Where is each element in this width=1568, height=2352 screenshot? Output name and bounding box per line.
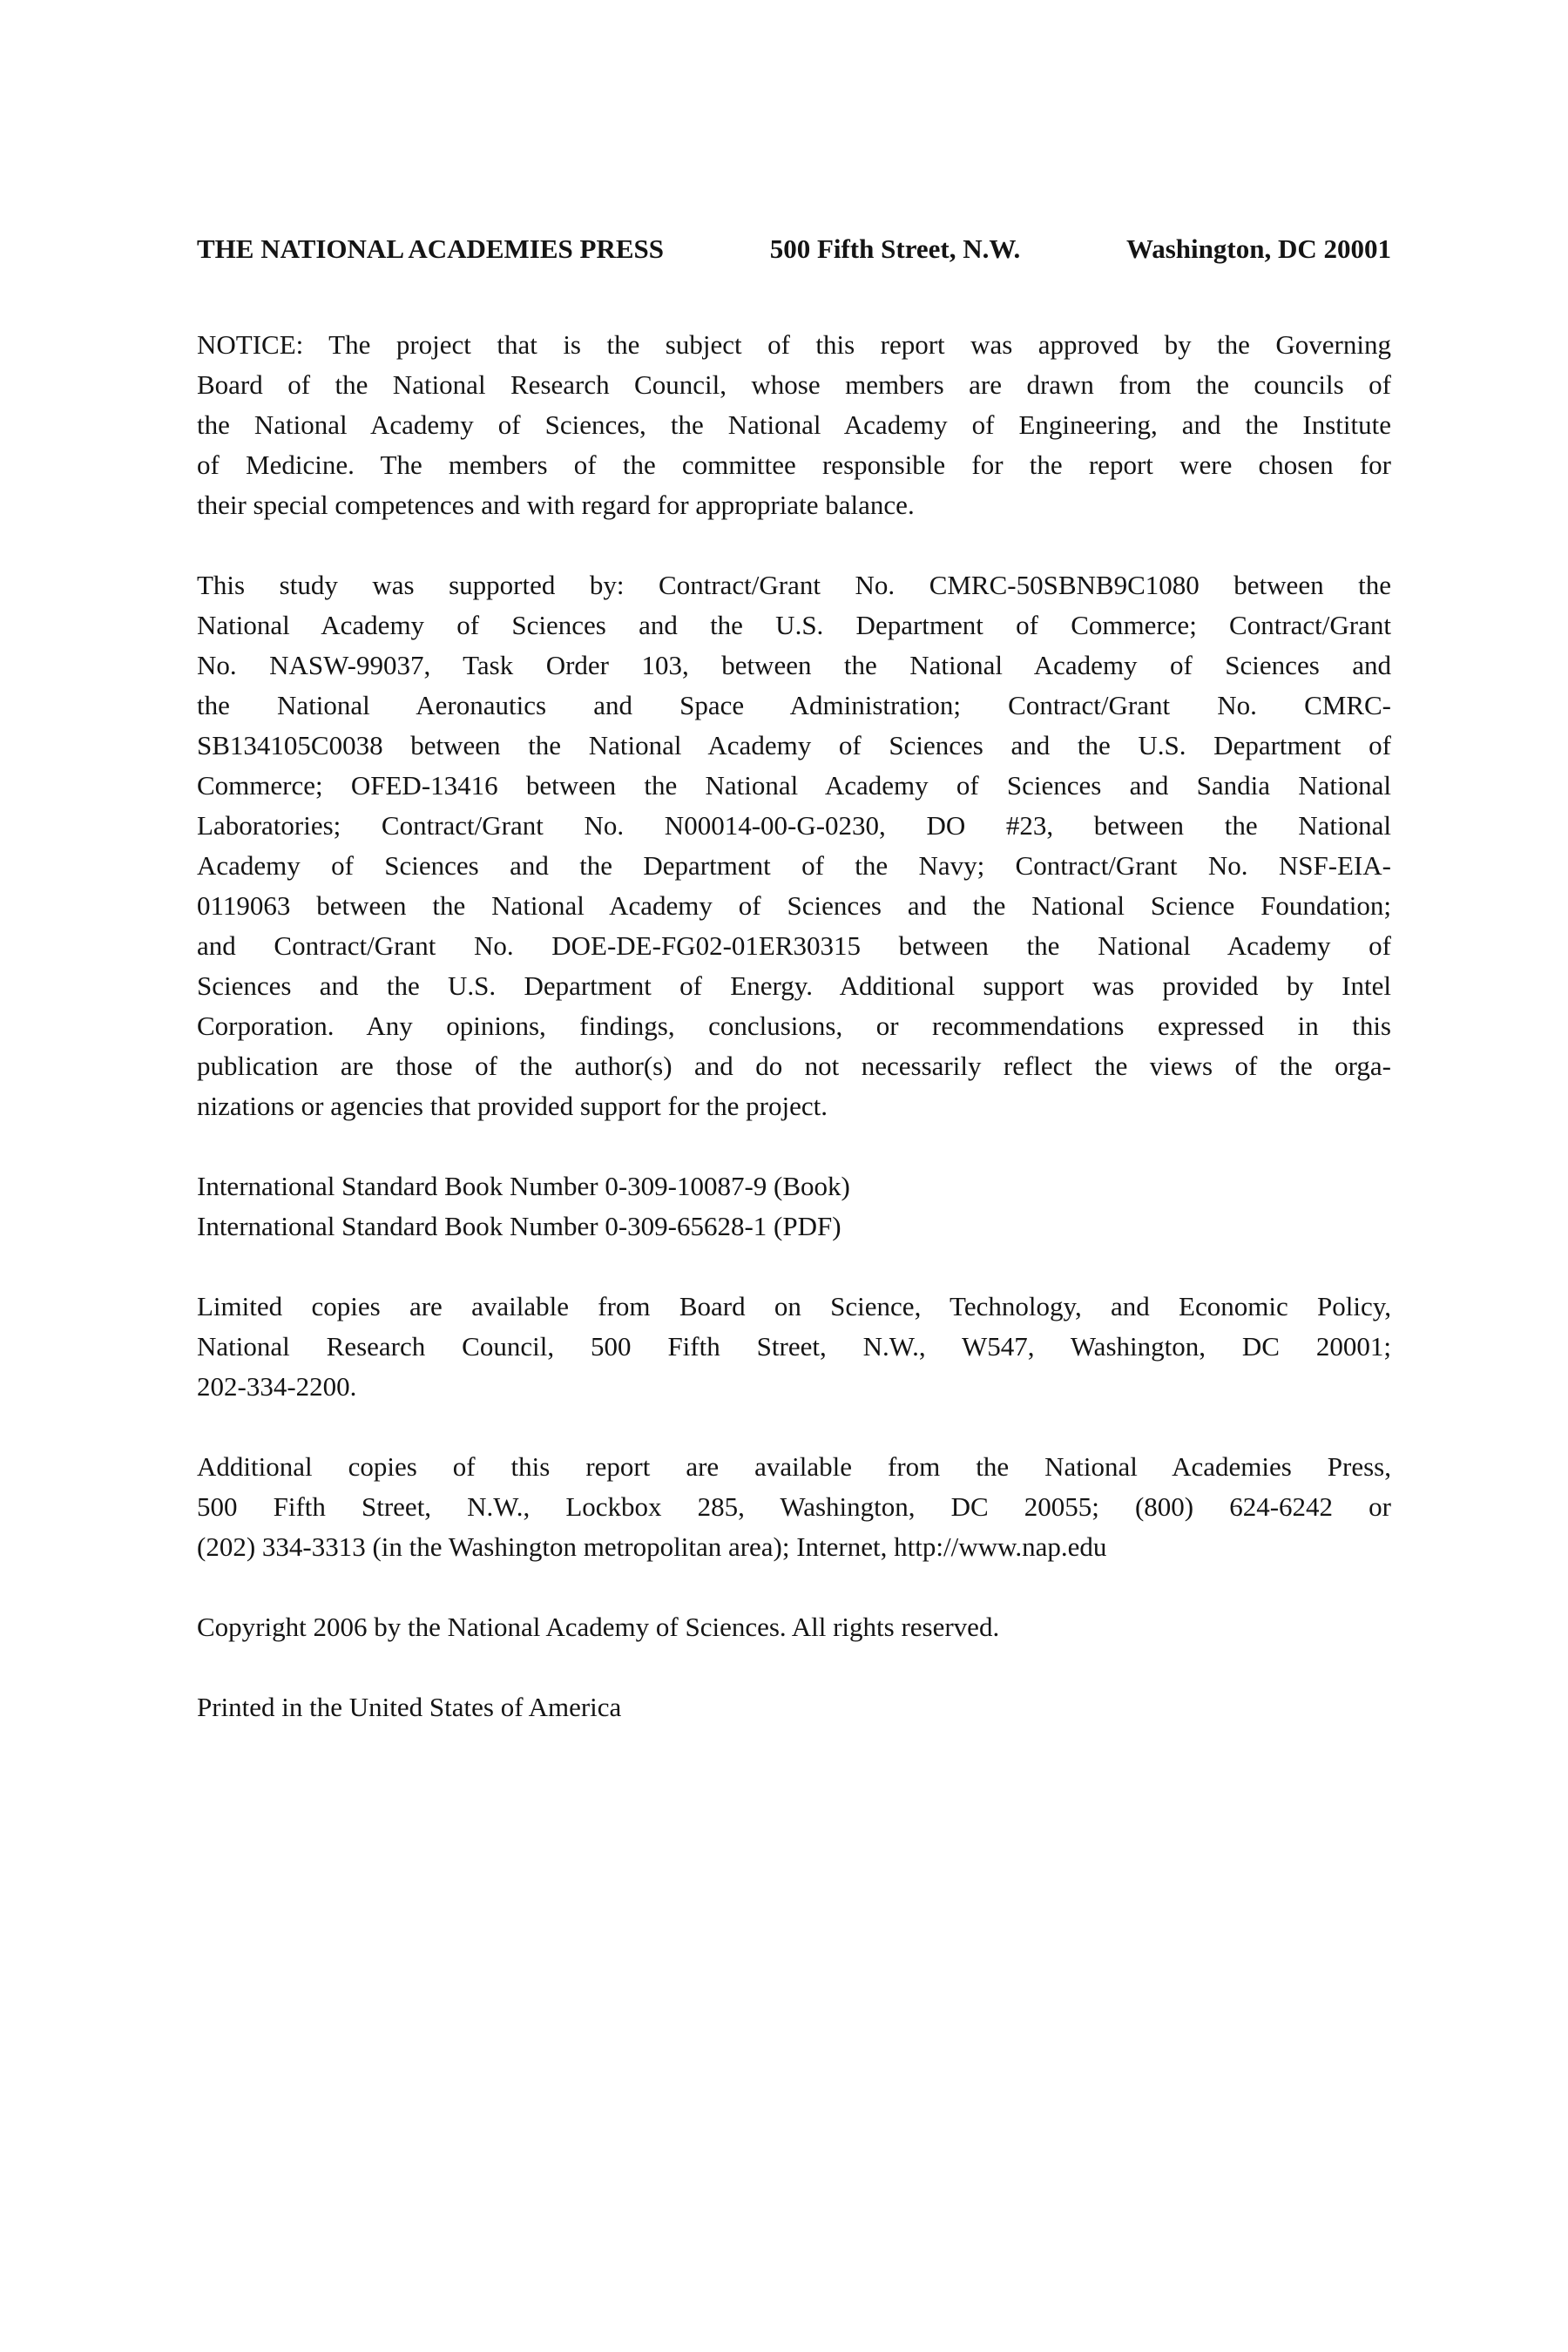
paragraph-printed [197, 1687, 1391, 1727]
paragraph-limited-copies-line-3: 202-334-2200. [197, 1371, 357, 1402]
paragraph-funding-line-3: No. NASW-99037, Task Order 103, between the National Academy of Sciences and [197, 650, 1391, 680]
paragraph-funding-line-13: publication are those of the author(s) and do not necessarily reflect the views of the orga- [197, 1051, 1391, 1081]
paragraph-printed-line-1: Printed in the United States of America [197, 1692, 622, 1722]
paragraph-copyright-line-1: Copyright 2006 by the National Academy of Sciences. All rights reserved. [197, 1612, 1000, 1642]
paragraph-limited-copies [197, 1287, 1391, 1407]
paragraph-container [197, 325, 1391, 1727]
paragraph-notice-line-3: the National Academy of Sciences, the National Academy of Engineering, and the Institute [197, 409, 1391, 440]
paragraph-funding-line-1: This study was supported by: Contract/Grant No. CMRC-50SBNB9C1080 between the [197, 570, 1391, 600]
paragraph-notice [197, 325, 1391, 525]
page-content [197, 229, 1391, 1727]
paragraph-additional-copies-line-3: (202) 334-3313 (in the Washington metropolitan area); Internet, http://www.nap.edu [197, 1531, 1107, 1562]
publisher-city: Washington, DC 20001 [1125, 233, 1391, 264]
paragraph-limited-copies-line-2: National Research Council, 500 Fifth Street, N.W., W547, Washington, DC 20001; [197, 1331, 1391, 1362]
paragraph-notice-line-2: Board of the National Research Council, whose members are drawn from the councils of [197, 369, 1391, 400]
paragraph-limited-copies-line-1: Limited copies are available from Board on Science, Technology, and Economic Policy, [197, 1291, 1391, 1321]
paragraph-funding-line-2: National Academy of Sciences and the U.S. Department of Commerce; Contract/Grant [197, 610, 1391, 640]
publisher-header [197, 229, 1391, 269]
paragraph-funding-line-11: Sciences and the U.S. Department of Energy. Additional support was provided by Intel [197, 970, 1391, 1001]
publisher-name: THE NATIONAL ACADEMIES PRESS [197, 233, 665, 264]
paragraph-funding-line-8: Academy of Sciences and the Department of the Navy; Contract/Grant No. NSF-EIA- [197, 850, 1391, 881]
paragraph-isbn-line-1: International Standard Book Number 0-309-10087-9 (Book) [197, 1171, 850, 1201]
paragraph-isbn-line-2: International Standard Book Number 0-309-65628-1 (PDF) [197, 1211, 841, 1241]
paragraph-additional-copies-line-1: Additional copies of this report are available from the National Academies Press, [197, 1451, 1391, 1482]
paragraph-notice-line-5: their special competences and with regard for appropriate balance. [197, 490, 915, 520]
paragraph-funding-line-7: Laboratories; Contract/Grant No. N00014-00-G-0230, DO #23, between the National [197, 810, 1391, 841]
paragraph-funding-line-6: Commerce; OFED-13416 between the National Academy of Sciences and Sandia National [197, 770, 1391, 801]
paragraph-isbn [197, 1166, 1391, 1247]
paragraph-funding-line-4: the National Aeronautics and Space Administration; Contract/Grant No. CMRC- [197, 690, 1391, 720]
paragraph-additional-copies-line-2: 500 Fifth Street, N.W., Lockbox 285, Washington, DC 20055; (800) 624-6242 or [197, 1491, 1391, 1522]
paragraph-funding-line-5: SB134105C0038 between the National Academy of Sciences and the U.S. Department of [197, 730, 1391, 760]
paragraph-funding-line-10: and Contract/Grant No. DOE-DE-FG02-01ER30315 between the National Academy of [197, 930, 1391, 961]
paragraph-funding-line-9: 0119063 between the National Academy of Sciences and the National Science Foundation; [197, 890, 1391, 921]
paragraph-funding [197, 565, 1391, 1126]
paragraph-funding-line-14: nizations or agencies that provided support for the project. [197, 1091, 828, 1121]
publisher-street-address: 500 Fifth Street, N.W. [769, 233, 1021, 264]
paragraph-funding-line-12: Corporation. Any opinions, findings, conclusions, or recommendations expressed in this [197, 1010, 1391, 1041]
paragraph-notice-line-4: of Medicine. The members of the committee responsible for the report were chosen for [197, 449, 1391, 480]
paragraph-notice-line-1: NOTICE: The project that is the subject of this report was approved by the Governing [197, 329, 1391, 360]
paragraph-additional-copies [197, 1447, 1391, 1567]
paragraph-copyright [197, 1607, 1391, 1647]
